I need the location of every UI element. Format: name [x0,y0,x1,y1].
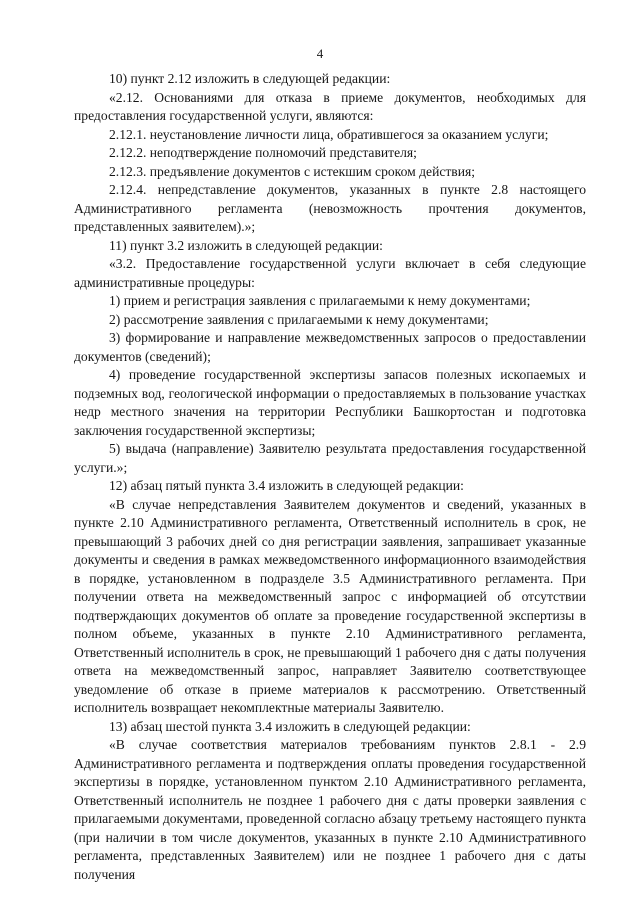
paragraph-clause-2-12: «2.12. Основаниями для отказа в приеме документов, необходимых для предоставления государственной услуги, являются: [74,89,586,123]
paragraph-clause-2-12-1: 2.12.1. неустановление личности лица, обратившегося за оказанием услуги; [109,126,549,142]
paragraph-clause-2-12-4: 2.12.4. непредставление документов, указанных в пункте 2.8 настоящего Административного регламента (невозможность прочтения документов, представленных заявителем).»; [74,182,586,234]
document-body [74,70,586,884]
paragraph-item-13-heading: 13) абзац шестой пункта 3.4 изложить в следующей редакции: [109,718,471,734]
paragraph-item-12-text: «В случае непредставления Заявителем документов и сведений, указанных в пункте 2.10 Административного регламента, Ответственный исполнитель в срок, не превышающий 3 рабочих дней со дня регистрации заявления, запрашивает указанные документы и сведения в рамках межведомственного информационного взаимодействия в порядке, установленном в подразделе 3.5 Административного регламента. При получении ответа на межведомственный запрос с информацией об отсутствии подтверждающих документов об оплате за проведение государственной экспертизы в полном объеме, указанных в пункте 2.10 Административного регламента, Ответственный исполнитель в срок, не превышающий 1 рабочего дня с даты получения ответа на межведомственный запрос, направляет Заявителю соответствующее уведомление об отказе в приеме материалов к рассмотрению. Ответственный исполнитель возвращает некомплектные материалы Заявителю. [74,496,586,715]
paragraph-procedure-5: 5) выдача (направление) Заявителю результата предоставления государственной услуги.»; [74,441,586,475]
paragraph-procedure-4: 4) проведение государственной экспертизы запасов полезных ископаемых и подземных вод, геологической информации о предоставляемых в пользование участках недр местного значения на территории Республики Башкортостан и подготовка заключения государственной экспертизы; [74,367,586,438]
paragraph-clause-2-12-3: 2.12.3. предъявление документов с истекшим сроком действия; [109,163,476,179]
paragraph-procedure-3: 3) формирование и направление межведомственных запросов о предоставлении документов (сведений); [74,330,586,364]
paragraph-item-13-text: «В случае соответствия материалов требованиям пунктов 2.8.1 - 2.9 Административного регламента и подтверждения оплаты проведения государственной экспертизы в порядке, установленном пунктом 2.10 Административного регламента, Ответственный исполнитель не позднее 1 рабочего дня с даты проверки заявления с прилагаемыми документами, проведенной согласно абзацу третьему настоящего пункта (при наличии в том числе документов, указанных в пункте 2.10 Административного регламента, представленных Заявителем) или не позднее 1 рабочего дня с даты получения [74,737,586,882]
paragraph-clause-2-12-2: 2.12.2. неподтверждение полномочий представителя; [109,145,417,160]
paragraph-item-11-heading: 11) пункт 3.2 изложить в следующей редакции: [109,237,383,253]
paragraph-procedure-1: 1) прием и регистрация заявления с прилагаемыми к нему документами; [109,293,531,308]
paragraph-item-12-heading: 12) абзац пятый пункта 3.4 изложить в следующей редакции: [109,478,464,493]
paragraph-procedure-2: 2) рассмотрение заявления с прилагаемыми к нему документами; [109,311,489,327]
page-number: 4 [316,46,324,61]
paragraph-clause-3-2: «3.2. Предоставление государственной услуги включает в себя следующие административные процедуры: [74,256,586,290]
paragraph-item-10-heading: 10) пункт 2.12 изложить в следующей редакции: [109,71,391,86]
